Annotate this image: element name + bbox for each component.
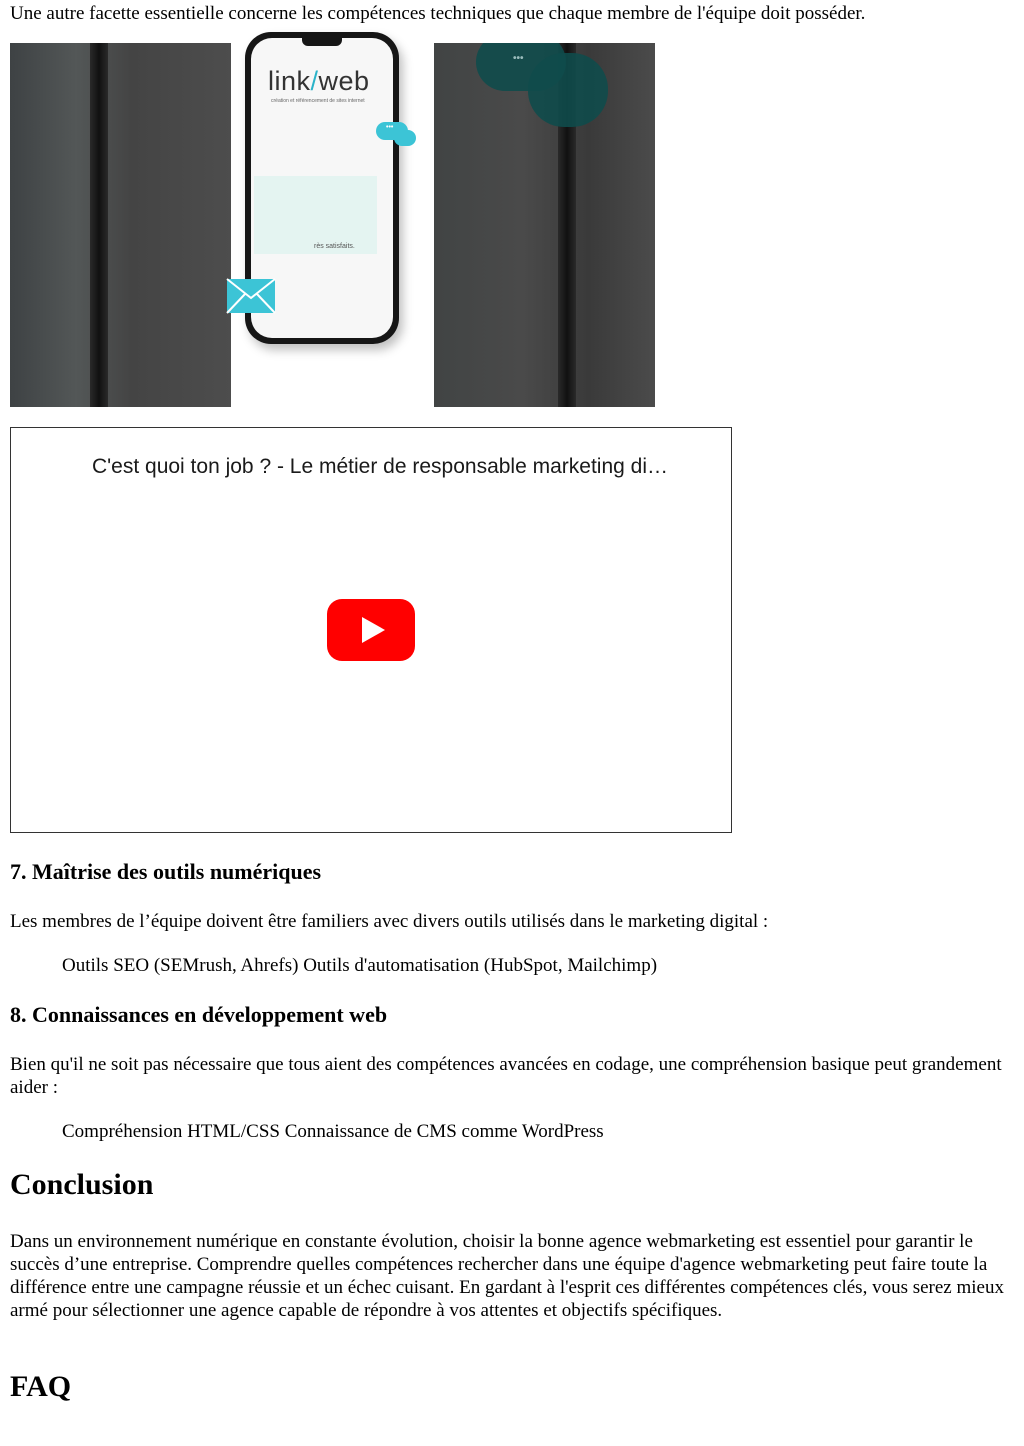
conclusion-heading: Conclusion [10,1168,154,1201]
youtube-play-icon[interactable] [327,599,415,661]
bubble-dots: ••• [513,53,524,64]
logo-slash: / [310,66,319,96]
linkweb-logo [268,66,370,97]
intro-paragraph: Une autre facette essentielle concerne les compétences techniques que chaque membre de l'équipe doit posséder. [10,3,866,24]
banner-left-panel [10,43,231,407]
phone-notch [302,38,342,46]
section7-heading: 7. Maîtrise des outils numériques [10,859,322,884]
logo-web: web [318,66,370,96]
logo-link: link [268,66,311,96]
envelope-icon [226,278,276,314]
section7-list: Outils SEO (SEMrush, Ahrefs) Outils d'automatisation (HubSpot, Mailchimp) [62,955,658,976]
section8-heading: 8. Connaissances en développement web [10,1002,388,1027]
phone-card-text: rès satisfaits. [314,243,355,250]
chat-bubble-icon [528,53,608,127]
logo-tagline: création et référencement de sites internet [271,98,365,104]
bubble-dots: ••• [386,124,394,131]
chat-bubble-icon [394,130,416,146]
section7-paragraph: Les membres de l’équipe doivent être familiers avec divers outils utilisés dans le marketing digital : [10,911,769,932]
faq-heading: FAQ [10,1370,72,1403]
video-title[interactable]: C'est quoi ton job ? - Le métier de responsable marketing di… [92,455,668,478]
section8-list: Compréhension HTML/CSS Connaissance de CMS comme WordPress [62,1121,604,1142]
section8-paragraph: Bien qu'il ne soit pas nécessaire que tous aient des compétences avancées en codage, une compréhension basique peut grandement aider : [10,1054,1002,1098]
banner-left-edge [90,43,108,407]
conclusion-paragraph: Dans un environnement numérique en constante évolution, choisir la bonne agence webmarketing est essentiel pour garantir le succès d’une entreprise. Comprendre quelles compétences rechercher dans une équipe d'agence webmarketing peut faire toute la différence entre une campagne réussie et un échec cuisant. En gardant à l'esprit ces différentes compétences clés, vous serez mieux armé pour sélectionner une agence capable de répondre à vos attentes et objectifs spécifiques. [10,1231,1004,1321]
